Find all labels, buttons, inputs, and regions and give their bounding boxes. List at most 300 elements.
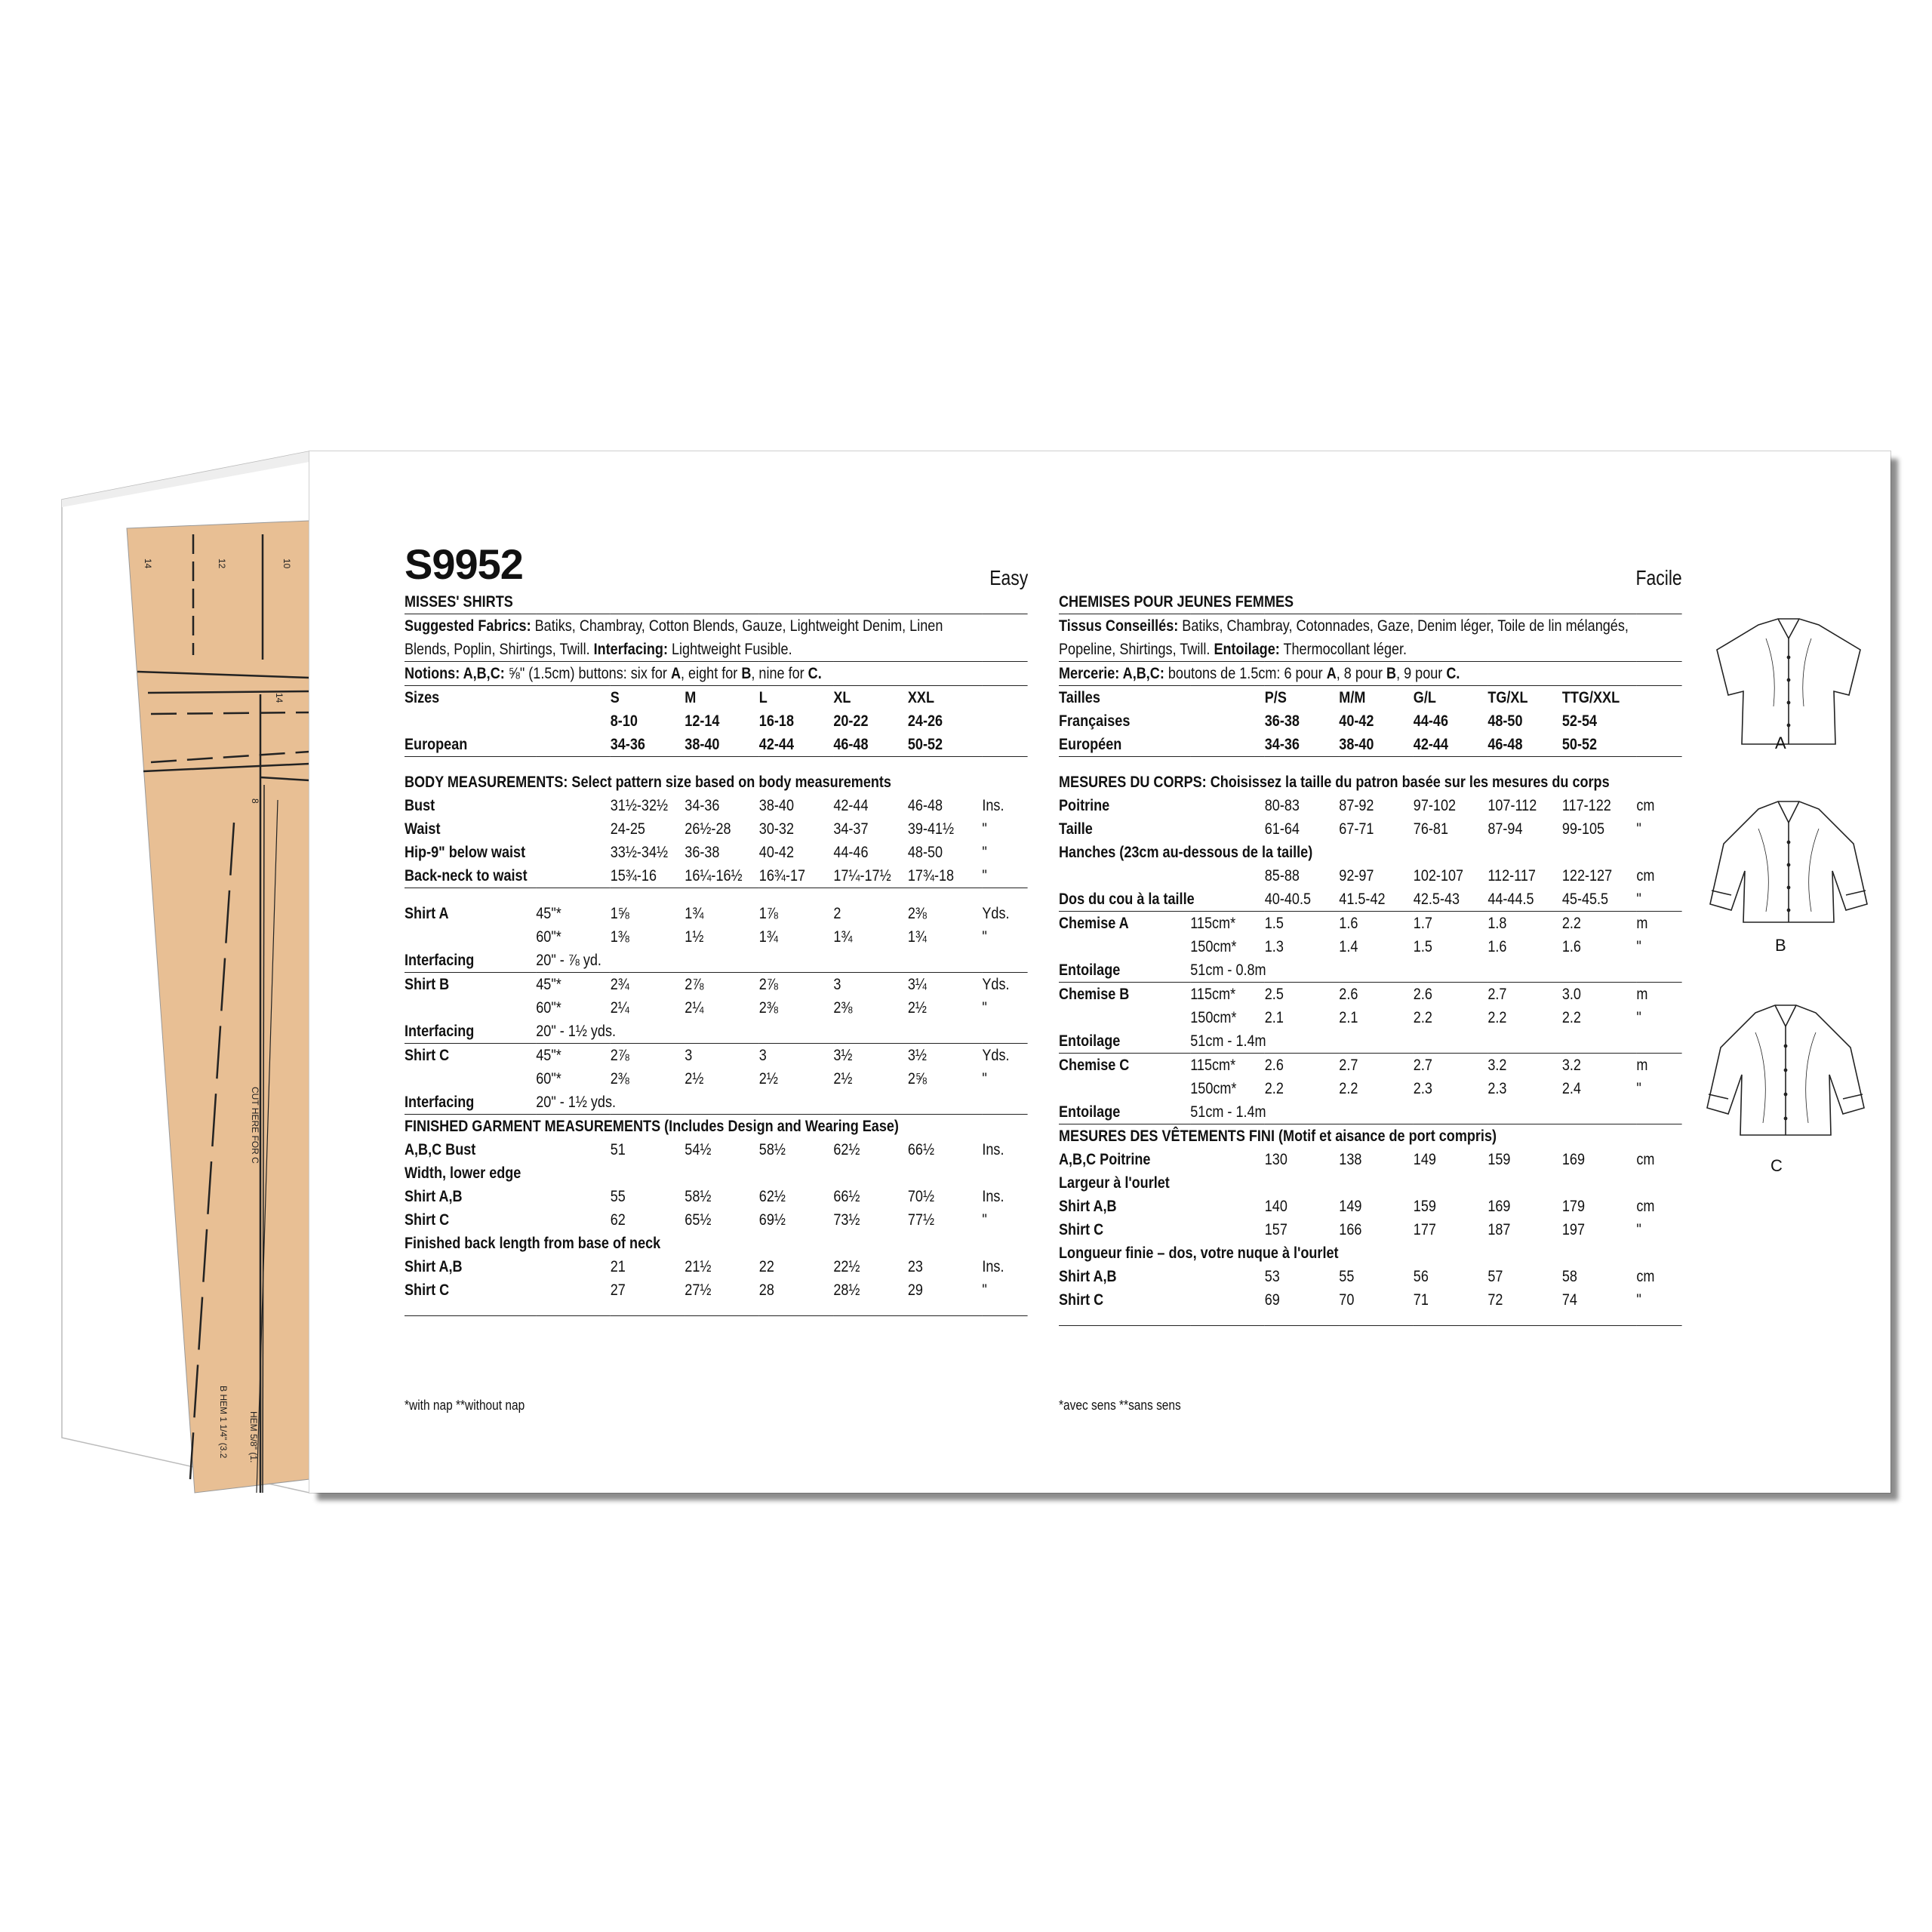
size-range: 8-10 [610, 712, 638, 730]
yardage-value: 3.2 [1487, 1057, 1507, 1074]
unit: " [982, 928, 987, 946]
yardage-value: 2.3 [1487, 1080, 1507, 1097]
yardage-value: 1.6 [1487, 938, 1507, 955]
size-name: XL [833, 689, 851, 706]
table-row [405, 614, 1028, 638]
view-label [405, 1067, 536, 1091]
unit: Ins. [982, 797, 1004, 814]
yardage-value: 2½ [758, 1070, 778, 1088]
unit: " [982, 844, 987, 861]
measure-label: Shirt C [1059, 1221, 1104, 1238]
yardage-value: 1⅜ [610, 928, 629, 946]
measure-label: Shirt A,B [405, 1188, 463, 1205]
measure-value: 29 [907, 1281, 923, 1299]
interfacing-label: Interfacing [405, 1020, 536, 1044]
measure-label: Waist [405, 820, 441, 838]
table-row [405, 1278, 1028, 1302]
measure-value: 62 [610, 1211, 626, 1229]
measure-value: 77½ [907, 1211, 935, 1229]
table-row [1059, 817, 1682, 841]
table-row [405, 1044, 1028, 1068]
fabric-width: 115cm* [1190, 1057, 1236, 1074]
fabrics-text: Blends, Poplin, Shirtings, Twill. [405, 641, 594, 658]
yardage-value: 1.7 [1413, 915, 1432, 932]
yardage-value: 2.2 [1487, 1009, 1507, 1026]
measure-label: Shirt A,B [1059, 1268, 1117, 1285]
yardage-value: 1¾ [907, 928, 927, 946]
table-row [405, 733, 1028, 757]
yardage-value: 2.5 [1264, 986, 1284, 1003]
fabric-width: 45"* [536, 1047, 561, 1064]
measure-value: 58½ [758, 1141, 786, 1158]
table-row [405, 1115, 1028, 1139]
size-range: 48-50 [1487, 712, 1523, 730]
body-header: BODY MEASUREMENTS: Select pattern size based on body measurements [405, 774, 891, 791]
yardage-value: 2⅜ [907, 905, 927, 922]
tissue-mark-14b: 14 [274, 693, 285, 703]
measure-label: Back-neck to waist [405, 864, 611, 888]
table-row [405, 1302, 1028, 1316]
table-row [405, 590, 1028, 614]
measure-value: 46-48 [907, 797, 943, 814]
sizes-label: Tailles [1059, 689, 1100, 706]
measure-value: 28½ [833, 1281, 860, 1299]
measure-value: 21 [610, 1258, 626, 1275]
yardage-value: 2⅞ [758, 976, 778, 993]
unit: " [1636, 938, 1641, 955]
table-cell [982, 709, 1027, 733]
yardage-value: 2.6 [1413, 986, 1432, 1003]
yardage-value: 2⅜ [833, 999, 853, 1017]
unit: " [1636, 1009, 1641, 1026]
european-size: 42-44 [1414, 733, 1488, 757]
view-label [1059, 1006, 1190, 1029]
european-label: Européen [1059, 733, 1190, 757]
table-cell [1636, 686, 1681, 710]
table-row [405, 757, 1028, 771]
unit: cm [1636, 1268, 1655, 1285]
size-name: TG/XL [1487, 689, 1528, 706]
european-size: 46-48 [1487, 733, 1562, 757]
size-name: TTG/XXL [1561, 689, 1620, 706]
measure-value: 27 [610, 1281, 626, 1299]
measure-label: A,B,C Bust [405, 1141, 476, 1158]
unit: " [982, 1281, 987, 1299]
table-cell [405, 888, 1028, 903]
measure-value: 39-41½ [907, 820, 955, 838]
size-range: 44-46 [1413, 712, 1448, 730]
unit: " [982, 999, 987, 1017]
table-cell [1190, 686, 1265, 710]
text-span: C. [808, 665, 822, 682]
view-label-b: B [1775, 936, 1786, 955]
yardage-value: 3½ [833, 1047, 853, 1064]
table-row [1059, 1265, 1682, 1288]
interfacing-value: 20" - 1½ yds. [536, 1091, 1027, 1115]
yardage-value: 3 [758, 1047, 767, 1064]
yardage-value: 1½ [685, 928, 704, 946]
measure-value: 159 [1413, 1198, 1436, 1215]
interfacing-label: Entoilage: [1214, 641, 1280, 658]
table-row [405, 662, 1028, 686]
size-name: S [610, 689, 620, 706]
tissue-mark-10: 10 [281, 558, 292, 569]
text-span: , nine for [751, 665, 808, 682]
measure-value: 97-102 [1413, 797, 1457, 814]
view-label: Chemise C [1059, 1057, 1130, 1074]
table-row [1059, 794, 1682, 817]
yardage-value: 1¾ [758, 928, 778, 946]
measure-value: 44-44.5 [1487, 888, 1562, 912]
text-line [405, 662, 1028, 686]
measure-value: 22½ [833, 1258, 860, 1275]
yardage-value: 2.2 [1413, 1009, 1432, 1026]
measure-value: 15¾-16 [611, 864, 685, 888]
interfacing-label: Interfacing: [593, 641, 668, 658]
interfacing-value: 51cm - 1.4m [1190, 1100, 1681, 1124]
yardage-value: 2.2 [1339, 1080, 1358, 1097]
yardage-value: 2.4 [1561, 1080, 1581, 1097]
table-row [1059, 983, 1682, 1007]
measure-label: Taille [1059, 820, 1093, 838]
interfacing-value: 20" - 1½ yds. [536, 1020, 1027, 1044]
text-line [405, 638, 1028, 662]
measure-value: 179 [1561, 1198, 1585, 1215]
finished-header-note: (Includes Design and Wearing Ease) [660, 1118, 899, 1135]
unit: Yds. [982, 1047, 1010, 1064]
yardage-value: 2⅞ [685, 976, 704, 993]
tissue-hem: HEM 5/8" (1. [248, 1411, 259, 1463]
yardage-value: 2.7 [1339, 1057, 1358, 1074]
text-span: B [1386, 665, 1397, 682]
fabric-width: 115cm* [1190, 986, 1236, 1003]
measure-value: 102-107 [1413, 867, 1464, 884]
yardage-value: 2¼ [685, 999, 704, 1017]
measure-value: 177 [1413, 1221, 1436, 1238]
yardage-value: 3 [833, 976, 841, 993]
text-line [1059, 662, 1682, 686]
interfacing-value: 51cm - 1.4m [1190, 1029, 1681, 1054]
table-cell [405, 1302, 1028, 1316]
measure-value: 85-88 [1264, 867, 1300, 884]
table-cell [1059, 864, 1265, 888]
yardage-value: 2.7 [1487, 986, 1507, 1003]
measure-value: 62½ [833, 1141, 860, 1158]
fabric-width: 115cm* [1190, 915, 1236, 932]
size-name: L [758, 689, 768, 706]
tissue-mark-14a: 14 [143, 558, 153, 569]
footnote-fr: *avec sens **sans sens [1059, 1398, 1181, 1413]
measure-value: 69 [1264, 1291, 1280, 1309]
measure-value: 65½ [685, 1211, 712, 1229]
unit: Ins. [982, 1258, 1004, 1275]
measure-value: 55 [610, 1188, 626, 1205]
sizes-label: Sizes [405, 689, 440, 706]
size-range: 40-42 [1339, 712, 1374, 730]
yardage-value: 2.1 [1339, 1009, 1358, 1026]
european-size: 34-36 [1265, 733, 1340, 757]
yardage-value: 1.6 [1561, 938, 1581, 955]
table-row [1059, 590, 1682, 614]
measure-value: 149 [1413, 1151, 1436, 1168]
fabric-width: 45"* [536, 976, 561, 993]
unit: cm [1636, 1151, 1655, 1168]
unit: cm [1636, 1198, 1655, 1215]
yardage-value: 1.6 [1339, 915, 1358, 932]
table-row [1059, 1171, 1682, 1195]
size-range: 16-18 [758, 712, 794, 730]
text-span: B [741, 665, 752, 682]
measure-value: 107-112 [1487, 797, 1537, 814]
measure-value: 16¾-17 [759, 864, 834, 888]
english-chart [405, 590, 1028, 1316]
francaises-label: Françaises [1059, 712, 1131, 730]
yardage-value: 3.0 [1561, 986, 1581, 1003]
table-row [1059, 638, 1682, 662]
measure-value: 70 [1339, 1291, 1355, 1309]
text-line [1059, 614, 1682, 638]
table-row [1059, 888, 1682, 912]
garment-view-a [1706, 616, 1872, 752]
european-size: 50-52 [1562, 733, 1637, 757]
french-chart [1059, 590, 1682, 1326]
table-cell [536, 733, 611, 757]
european-size: 42-44 [759, 733, 834, 757]
size-range: 20-22 [833, 712, 869, 730]
yardage-value: 1.5 [1264, 915, 1284, 932]
yardage-value: 3¼ [907, 976, 927, 993]
measure-value: 61-64 [1264, 820, 1300, 838]
interfacing-value: 20" - ⅞ yd. [536, 949, 1027, 973]
measure-value: 99-105 [1561, 820, 1605, 838]
interfacing-label: Interfacing [405, 1091, 536, 1115]
view-label: Shirt C [405, 1047, 450, 1064]
size-name: M [685, 689, 697, 706]
unit: m [1636, 915, 1648, 932]
finished-header: FINISHED GARMENT MEASUREMENTS [405, 1118, 661, 1135]
measure-value: 72 [1487, 1291, 1503, 1309]
measure-value: 31½-32½ [610, 797, 669, 814]
text-span: A [1326, 665, 1337, 682]
table-row [1059, 1241, 1682, 1265]
measure-value: 54½ [685, 1141, 712, 1158]
tissue-b-hem: B HEM 1 1/4" (3.2 [218, 1386, 229, 1459]
yardage-value: 2.3 [1413, 1080, 1432, 1097]
yardage-value: 2⅜ [610, 1070, 629, 1088]
unit: " [1636, 1291, 1641, 1309]
footnote: *with nap **without nap [405, 1398, 525, 1413]
size-name: G/L [1413, 689, 1436, 706]
measure-value: 67-71 [1339, 820, 1374, 838]
interfacing-label: Entoilage [1059, 1100, 1190, 1124]
table-row [405, 817, 1028, 841]
table-row [405, 1161, 1028, 1185]
yardage-value: 1¾ [833, 928, 853, 946]
measure-value: 27½ [685, 1281, 712, 1299]
measure-label: Shirt C [405, 1281, 450, 1299]
view-label [405, 925, 536, 949]
text-span: , 8 pour [1336, 665, 1387, 682]
unit: Ins. [982, 1188, 1004, 1205]
table-row [405, 1138, 1028, 1161]
width-label: Largeur à l'ourlet [1059, 1174, 1170, 1192]
measure-value: 45-45.5 [1562, 888, 1637, 912]
text-line [405, 1115, 1028, 1139]
table-row [1059, 709, 1682, 733]
size-name: M/M [1339, 689, 1366, 706]
table-row [1059, 1312, 1682, 1326]
notions-label: Notions: A,B,C: [405, 665, 505, 682]
table-cell [1190, 733, 1265, 757]
size-range: 52-54 [1561, 712, 1598, 730]
measure-value: 197 [1561, 1221, 1585, 1238]
table-row [1059, 614, 1682, 638]
measure-value: 16¼-16½ [685, 864, 759, 888]
yardage-value: 2½ [833, 1070, 853, 1088]
table-row [405, 771, 1028, 794]
table-cell [1059, 757, 1682, 771]
table-cell [982, 686, 1027, 710]
size-range: 36-38 [1264, 712, 1300, 730]
table-row [1059, 1029, 1682, 1054]
unit: m [1636, 986, 1648, 1003]
length-label: Longueur finie – dos, votre nuque à l'ourlet [1059, 1244, 1339, 1262]
table-row [1059, 935, 1682, 958]
measure-value: 53 [1264, 1268, 1280, 1285]
unit: " [982, 1070, 987, 1088]
text-span: ⅝" (1.5cm) buttons: six for [504, 665, 671, 682]
yardage-value: 2.6 [1264, 1057, 1284, 1074]
measure-value: 92-97 [1339, 867, 1374, 884]
table-row [405, 996, 1028, 1020]
measure-value: 70½ [907, 1188, 935, 1205]
measure-value: 62½ [758, 1188, 786, 1205]
table-row [1059, 686, 1682, 710]
measure-value: 138 [1339, 1151, 1362, 1168]
unit: m [1636, 1057, 1648, 1074]
table-row [405, 686, 1028, 710]
yardage-value: 2⅞ [610, 1047, 629, 1064]
measure-value: 71 [1413, 1291, 1429, 1309]
yardage-value: 1.8 [1487, 915, 1507, 932]
table-cell [1190, 709, 1265, 733]
yardage-value: 1⅞ [758, 905, 778, 922]
table-row [1059, 1006, 1682, 1029]
table-cell [536, 709, 611, 733]
measure-value: 21½ [685, 1258, 712, 1275]
unit: " [982, 1211, 987, 1229]
yardage-value: 1⅝ [610, 905, 629, 922]
fabrics-text: Popeline, Shirtings, Twill. [1059, 641, 1214, 658]
table-row [1059, 1054, 1682, 1078]
yardage-value: 2.2 [1561, 915, 1581, 932]
table-row [405, 1232, 1028, 1255]
yardage-value: 2½ [907, 999, 927, 1017]
measure-value: 17¾-18 [908, 864, 983, 888]
yardage-value: 1.5 [1413, 938, 1432, 955]
table-cell [1059, 1312, 1682, 1326]
table-row [405, 841, 1028, 864]
european-size: 46-48 [833, 733, 908, 757]
width-label: Width, lower edge [405, 1164, 521, 1182]
table-row [1059, 771, 1682, 794]
measure-value: 17¼-17½ [833, 864, 908, 888]
measure-value: 42.5-43 [1414, 888, 1488, 912]
text-line [405, 614, 1028, 638]
unit: " [1636, 1221, 1641, 1238]
table-cell [1636, 709, 1681, 733]
garment-view-b [1706, 798, 1872, 927]
fabric-width: 150cm* [1190, 1009, 1237, 1026]
measure-value: 30-32 [758, 820, 794, 838]
view-label-c: C [1770, 1156, 1783, 1175]
section-title: MISSES' SHIRTS [405, 590, 1028, 614]
table-row [405, 709, 1028, 733]
unit: " [982, 864, 1027, 888]
tissue-mark-12: 12 [217, 558, 227, 569]
size-name: P/S [1264, 689, 1287, 706]
body-header: MESURES DU CORPS: Choisissez la taille du patron basée sur les mesures du corps [1059, 774, 1610, 791]
measure-label: A,B,C Poitrine [1059, 1151, 1151, 1168]
garment-view-c [1703, 1002, 1869, 1138]
measure-value: 69½ [758, 1211, 786, 1229]
yardage-value: 2⅝ [907, 1070, 927, 1088]
measure-label: Shirt A,B [1059, 1198, 1117, 1215]
measure-value: 40-42 [758, 844, 794, 861]
table-row [405, 888, 1028, 903]
table-cell [405, 757, 1028, 771]
size-name: XXL [907, 689, 934, 706]
measure-value: 117-122 [1561, 797, 1611, 814]
table-row [1059, 757, 1682, 771]
table-row [405, 902, 1028, 925]
measure-value: 34-36 [685, 797, 720, 814]
yardage-value: 1¾ [685, 905, 704, 922]
european-size: 50-52 [908, 733, 983, 757]
table-row [405, 973, 1028, 997]
table-cell [536, 686, 611, 710]
measure-value: 74 [1561, 1291, 1577, 1309]
yardage-value: 2½ [685, 1070, 704, 1088]
interfacing-label: Entoilage [1059, 1029, 1190, 1054]
yardage-value: 2¾ [610, 976, 629, 993]
yardage-value: 3½ [907, 1047, 927, 1064]
measure-value: 130 [1264, 1151, 1287, 1168]
measure-value: 73½ [833, 1211, 860, 1229]
interfacing-label: Interfacing [405, 949, 536, 973]
european-label: European [405, 733, 536, 757]
fabrics-text: Batiks, Chambray, Cotton Blends, Gauze, Lightweight Denim, Linen [531, 617, 943, 635]
table-row [1059, 1218, 1682, 1241]
measure-value: 51 [610, 1141, 626, 1158]
difficulty-level-fr: Facile [1635, 566, 1682, 589]
view-label: Chemise A [1059, 915, 1129, 932]
table-row [405, 864, 1028, 888]
table-cell [982, 733, 1027, 757]
measure-value: 76-81 [1413, 820, 1448, 838]
table-row [1059, 733, 1682, 757]
measure-value: 57 [1487, 1268, 1503, 1285]
interfacing-label: Entoilage [1059, 958, 1190, 983]
table-row [1059, 1077, 1682, 1100]
tissue-cut-here: CUT HERE FOR C [250, 1087, 260, 1164]
yardage-value: 2.1 [1264, 1009, 1284, 1026]
table-row [405, 1208, 1028, 1232]
tissue-mark-8: 8 [250, 798, 260, 804]
measure-value: 24-25 [610, 820, 645, 838]
text-span: , eight for [681, 665, 742, 682]
text-line [1059, 638, 1682, 662]
